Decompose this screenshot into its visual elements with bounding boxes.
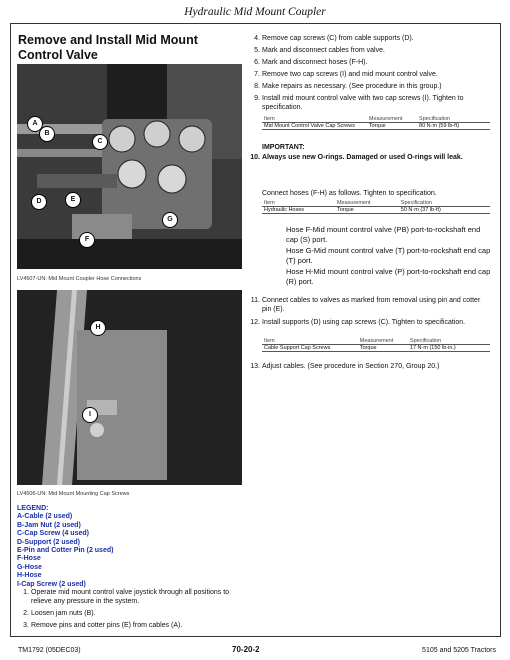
header-title: Hydraulic Mid Mount Coupler [184,6,326,18]
legend-item: I-Cap Screw (2 used) [17,580,86,588]
legend-item: D-Support (2 used) [17,538,80,546]
callout-a: A [27,116,43,132]
section-title: Remove and Install Mid Mount Control Valve [18,33,198,62]
callout-c: C [92,134,108,150]
legend [17,505,113,589]
legend-title: LEGEND: [17,505,49,512]
callout-g: G [162,212,178,228]
spec-table-valve: Item Measurement Specification Mid Mount Control Valve Cap Screws Torque 80 N·m (59 lb-ft) [262,116,490,130]
photo-mounting-cap-screws [17,290,242,485]
step-4: 4. Remove cap screws (C) from cable supports (D). [254,35,414,42]
spec-table-cable-support: Item Measurement Specification Cable Support Cap Screws Torque 17 N·m (150 lb-in.) [262,338,490,352]
callout-h: H [90,320,106,336]
valve-illustration [17,64,242,269]
footer-model: 5105 and 5205 Tractors [422,647,496,654]
callout-f: F [79,232,95,248]
legend-item: A-Cable (2 used) [17,513,73,521]
legend-item: F-Hose [17,555,41,563]
hose-f-line: Hose F-Mid mount control valve (PB) port-to-rockshaft end cap (S) port. [286,225,481,244]
photo2-caption: LV4506-UN: Mid Mount Mounting Cap Screws [17,491,130,497]
step-1: 1. Operate mid mount control valve joystick through all positions to relieve any pressure in the system. [23,589,230,605]
hose-g-line: Hose G-Mid mount control valve (T) port-to-rockshaft end cap (T) port. [286,246,491,265]
callout-d: D [31,194,47,210]
legend-item: G-Hose [17,563,42,571]
callout-b: B [39,126,55,142]
step-6: 6. Mark and disconnect hoses (F-H). [254,59,368,66]
step-5: 5. Mark and disconnect cables from valve. [254,47,385,54]
photo1-caption: LV4507-UN: Mid Mount Coupler Hose Connections [17,276,142,282]
hose-h-line: Hose H-Mid mount control valve (P) port-to-rockshaft end cap (R) port. [286,267,491,286]
step-13: 13. Adjust cables. (See procedure in Section 270, Group 20.) [250,363,440,370]
photo-hose-connections [17,64,242,269]
step-12: 12. Install supports (D) using cap screws (C). Tighten to specification. [250,319,466,326]
footer-doc-id: TM1792 (05DEC03) [18,647,81,654]
step-2: 2. Loosen jam nuts (B). [23,610,96,617]
step-10: 10. Always use new O-rings. Damaged or used O-rings will leak. [250,154,463,161]
step-9: 9. Install mid mount control valve with two cap screws (I). Tighten to specification. [254,95,464,111]
step-11: 11. Connect cables to valves as marked from removal using pin and cotter pin (E). [250,297,481,313]
callout-i: I [82,407,98,423]
step-7: 7. Remove two cap screws (I) and mid mount control valve. [254,71,438,78]
spec-table-hoses: Item Measurement Specification Hydraulic Hoses Torque 50 N·m (37 lb-ft) [262,200,490,214]
legend-item: C-Cap Screw (4 used) [17,530,89,538]
callout-e: E [65,192,81,208]
legend-item: B-Jam Nut (2 used) [17,521,81,529]
legend-item: E-Pin and Cotter Pin (2 used) [17,547,114,555]
legend-item: H-Hose [17,572,42,580]
step-3: 3. Remove pins and cotter pins (E) from cables (A). [23,622,183,629]
step-8: 8. Make repairs as necessary. (See procedure in this group.) [254,83,442,90]
important-label: IMPORTANT: [262,144,305,151]
connect-hoses-text: Connect hoses (F-H) as follows. Tighten to specification. [262,190,437,197]
footer-page-number: 70-20-2 [232,645,260,654]
mounting-illustration [17,290,242,485]
